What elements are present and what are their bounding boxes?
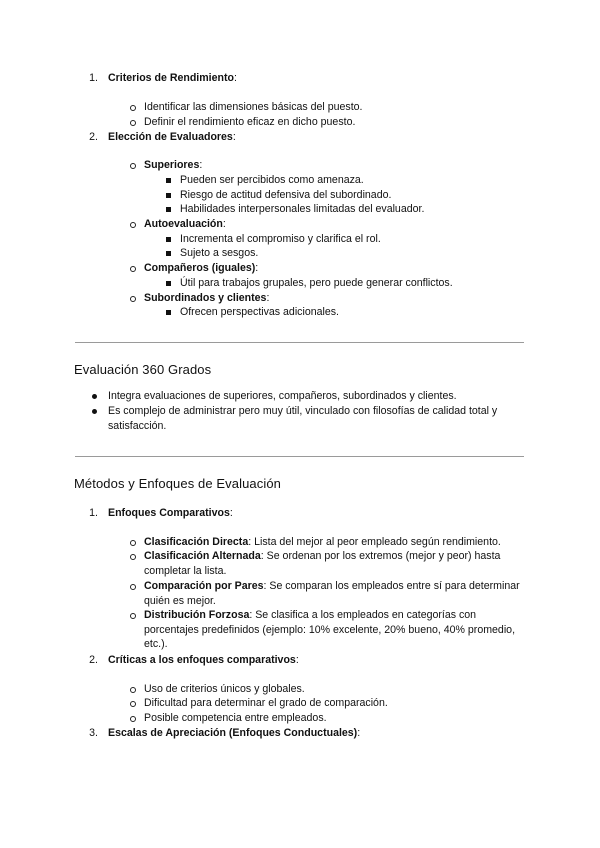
list-title [108,506,233,521]
term-description: : Se ordenan por los extremos (mejor y peor) hasta completar la lista. [144,550,501,577]
list-item [144,579,524,608]
group-title-text: Compañeros (iguales) [144,262,256,274]
list-title-suffix: : [232,131,236,143]
horizontal-divider [75,456,524,457]
list-number: 2. [89,654,98,666]
list-title [108,130,236,145]
term-description: : Se comparan los empleados entre sí para determinar quién es mejor. [144,580,520,607]
group-title-text: Subordinados y clientes [144,292,267,304]
square-bullet-icon [166,178,171,183]
list-title-text: Elección de Evaluadores [108,131,233,143]
list-title-text: Criterios de Rendimiento [108,72,234,84]
list-item: Incrementa el compromiso y clarifica el rol. [180,233,381,245]
list-item: Ofrecen perspectivas adicionales. [180,306,339,318]
square-bullet-icon [166,193,171,198]
list-title-suffix: : [233,72,237,84]
bullet-icon [92,394,97,399]
circle-bullet-icon [130,105,136,111]
list-item: Definir el rendimiento eficaz en dicho puesto. [144,116,356,128]
list-number: 1. [89,507,98,519]
list-item: Sujeto a sesgos. [180,247,259,259]
circle-bullet-icon [130,701,136,707]
list-item: Posible competencia entre empleados. [144,712,327,724]
list-item: Habilidades interpersonales limitadas del evaluador. [180,203,425,215]
group-title-suffix: : [255,262,259,274]
square-bullet-icon [166,207,171,212]
list-title-text: Críticas a los enfoques comparativos [108,654,296,666]
list-item [144,608,524,652]
list-item: Uso de criterios únicos y globales. [144,683,305,695]
list-title-suffix: : [357,727,361,739]
list-item: Integra evaluaciones de superiores, compañeros, subordinados y clientes. [108,390,457,402]
term: Clasificación Directa [144,536,249,548]
group-title [144,261,258,276]
list-number: 1. [89,72,98,84]
group-title-suffix: : [266,292,270,304]
term: Distribución Forzosa [144,609,250,621]
horizontal-divider [75,342,524,343]
square-bullet-icon [166,281,171,286]
circle-bullet-icon [130,266,136,272]
list-item: Dificultad para determinar el grado de comparación. [144,697,388,709]
group-title [144,158,202,173]
group-title-suffix: : [199,159,203,171]
list-title-text: Enfoques Comparativos [108,507,230,519]
term-description: : Lista del mejor al peor empleado según rendimiento. [248,536,501,548]
list-title [108,71,237,86]
term: Clasificación Alternada [144,550,261,562]
list-title-suffix: : [295,654,299,666]
list-number: 2. [89,131,98,143]
list-title [108,726,360,741]
list-item [144,535,524,550]
circle-bullet-icon [130,540,136,546]
group-title [144,217,226,232]
list-title-suffix: : [229,507,233,519]
circle-bullet-icon [130,163,136,169]
square-bullet-icon [166,310,171,315]
circle-bullet-icon [130,554,136,560]
circle-bullet-icon [130,687,136,693]
square-bullet-icon [166,237,171,242]
term-description: : Se clasifica a los empleados en categorías con porcentajes predefinidos (ejemplo: 10% excelente, 20% bueno, 40% promedio, etc.). [144,609,516,651]
circle-bullet-icon [130,120,136,126]
circle-bullet-icon [130,296,136,302]
circle-bullet-icon [130,584,136,590]
group-title [144,291,269,306]
group-title-suffix: : [222,218,226,230]
list-item: Riesgo de actitud defensiva del subordinado. [180,189,392,201]
circle-bullet-icon [130,613,136,619]
list-item: Pueden ser percibidos como amenaza. [180,174,364,186]
list-item: Útil para trabajos grupales, pero puede generar conflictos. [180,277,453,289]
circle-bullet-icon [130,222,136,228]
group-title-text: Autoevaluación [144,218,223,230]
list-title-text: Escalas de Apreciación (Enfoques Conductuales) [108,727,358,739]
section-heading: Evaluación 360 Grados [74,362,212,377]
list-item [144,549,524,578]
bullet-icon [92,409,97,414]
square-bullet-icon [166,251,171,256]
list-item: Es complejo de administrar pero muy útil, vinculado con filosofías de calidad total y satisfacción. [108,405,498,432]
list-title [108,653,299,668]
section-heading: Métodos y Enfoques de Evaluación [74,476,281,491]
group-title-text: Superiores [144,159,200,171]
term: Comparación por Pares [144,580,264,592]
list-item: Identificar las dimensiones básicas del puesto. [144,101,363,113]
list-number: 3. [89,727,98,739]
circle-bullet-icon [130,716,136,722]
